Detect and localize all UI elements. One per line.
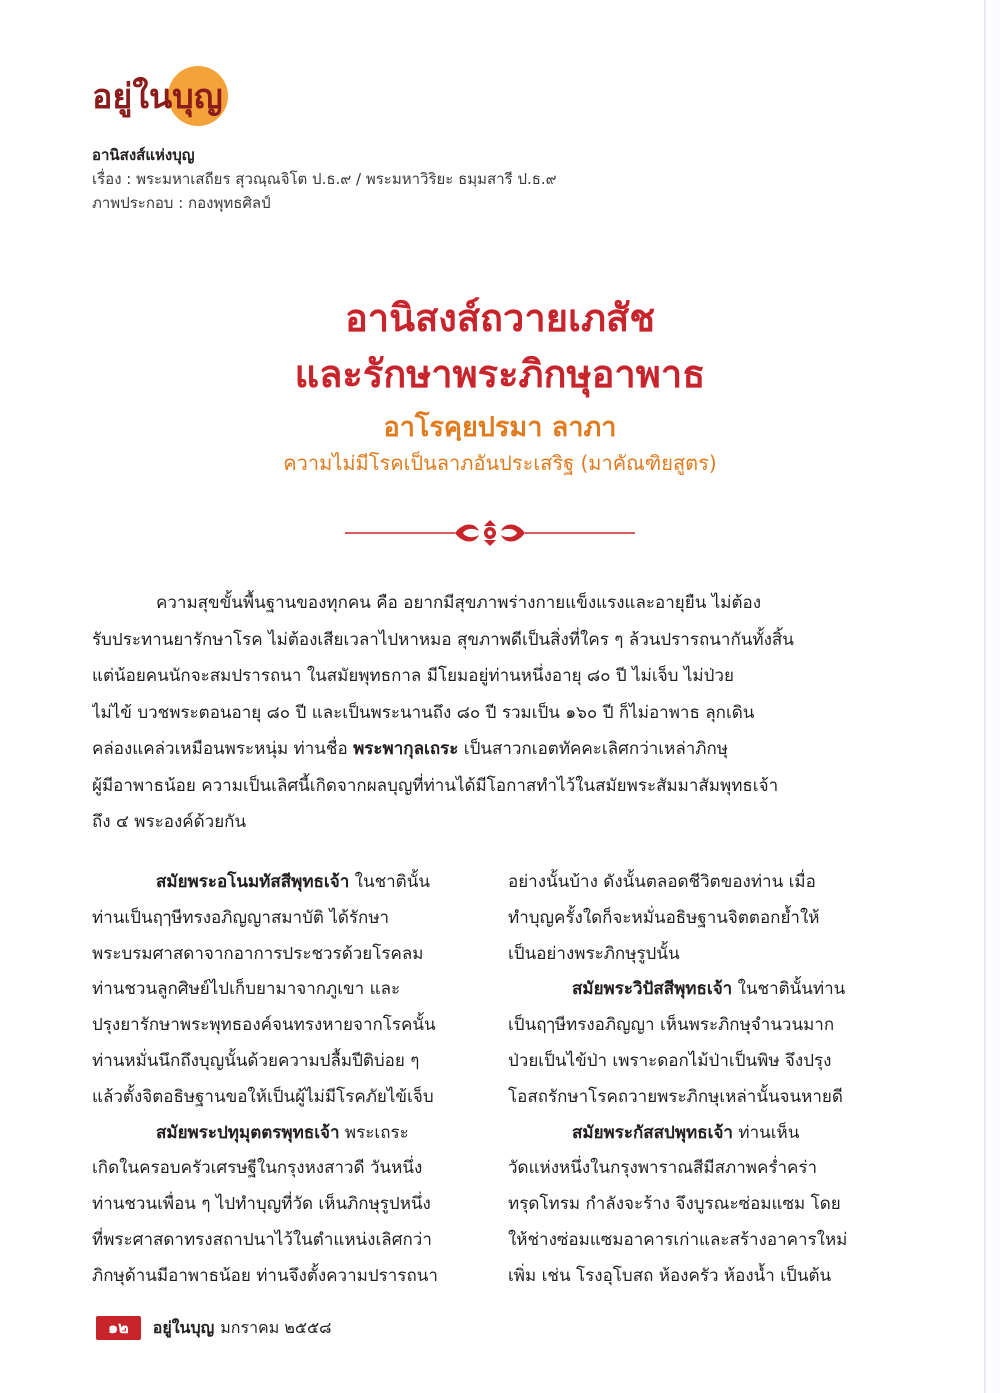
- body-line: ทรุดโทรม กำลังจะร้าง จึงบูรณะซ่อมแซม โดย: [508, 1194, 841, 1215]
- intro-line: ไม่ไข้ บวชพระตอนอายุ ๘๐ ปี และเป็นพระนานถึง ๘๐ ปี รวมเป็น ๑๖๐ ปี ก็ไม่อาพาธ ลุกเดิน: [92, 702, 755, 723]
- era-heading: สมัยพระอโนมทัสสีพุทธเจ้า: [156, 872, 350, 892]
- body-line: ที่พระศาสดาทรงสถาปนาไว้ในตำแหน่งเลิศกว่า: [92, 1229, 432, 1250]
- body-line: โอสถรักษาโรคถวายพระภิกษุเหล่านั้นจนหายดี: [508, 1086, 843, 1107]
- body-text: ในชาตินั้นท่าน: [732, 979, 846, 1000]
- intro-line: ถึง ๔ พระองค์ด้วยกัน: [92, 812, 247, 832]
- body-text: ท่านเห็น: [732, 1122, 800, 1143]
- subtitle-translation: ความไม่มีโรคเป็นลาภอันประเสริฐ (มาคัณฑิยสูตร): [283, 451, 717, 475]
- era-heading: สมัยพระวิปัสสีพุทธเจ้า: [572, 979, 733, 1000]
- page-number: ๑๒: [96, 1316, 141, 1340]
- body-line: ป่วยเป็นไข้ป่า เพราะดอกไม้ป่าเป็นพิษ จึงปรุง: [508, 1050, 832, 1071]
- body-line: ท่านชวนเพื่อน ๆ ไปทำบุญที่วัด เห็นภิกษุรูปหนึ่ง: [92, 1194, 431, 1215]
- page-edge-rule: [984, 0, 986, 1393]
- era-heading: สมัยพระกัสสปพุทธเจ้า: [572, 1122, 733, 1143]
- body-line: แล้วตั้งจิตอธิษฐานขอให้เป็นผู้ไม่มีโรคภัยไข้เจ็บ: [92, 1086, 434, 1107]
- article-title-line-1: อานิสงส์ถวายเภสัช: [344, 296, 656, 340]
- body-line: ท่านชวนลูกศิษย์ไปเก็บยามาจากภูเขา และ: [92, 979, 401, 1000]
- body-line: เกิดในครอบครัวเศรษฐีในกรุงหงสาวดี วันหนึ่ง: [92, 1158, 423, 1179]
- body-line: พระบรมศาสดาจากอาการประชวรด้วยโรคลม: [92, 943, 424, 964]
- body-text: ในชาตินั้น: [349, 872, 430, 892]
- intro-line: ความสุขขั้นพื้นฐานของทุกคน คือ อยากมีสุขภาพร่างกายแข็งแรงและอายุยืน ไม่ต้อง: [156, 593, 762, 613]
- intro-text: เป็นสาวกเอตทัคคะเลิศกว่าเหล่าภิกษุ: [458, 739, 728, 759]
- page-edge: [992, 0, 1000, 1393]
- body-line: เป็นอย่างพระภิกษุรูปนั้น: [508, 943, 680, 964]
- ornament-divider-icon: [345, 518, 635, 548]
- intro-line: ผู้มีอาพาธน้อย ความเป็นเลิศนี้เกิดจากผลบุญที่ท่านได้มีโอกาสทำไว้ในสมัยพระสัมมาสัมพุทธเจ้า: [92, 775, 779, 796]
- body-line: ทำบุญครั้งใดก็จะหมั่นอธิษฐานจิตตอกย้ำให้: [508, 907, 820, 928]
- body-line: ภิกษุด้านมีอาพาธน้อย ท่านจึงตั้งความปรารถนา: [92, 1265, 438, 1286]
- article-title-line-2: และรักษาพระภิกษุอาพาธ: [294, 352, 706, 396]
- body-line: [92, 1116, 472, 1152]
- body-line: [92, 865, 472, 901]
- intro-line: [92, 731, 882, 768]
- section-title: อานิสงส์แห่งบุญ: [92, 146, 195, 164]
- body-line: [508, 972, 883, 1008]
- left-column: [92, 865, 472, 1295]
- era-heading: สมัยพระปทุมุตตรพุทธเจ้า: [156, 1122, 340, 1143]
- issue-date: มกราคม ๒๕๕๘: [220, 1317, 332, 1337]
- illustration-credit: ภาพประกอบ : กองพุทธศิลป์: [92, 194, 271, 212]
- logo-text: อยู่ในบุญ: [92, 77, 223, 117]
- title-block: [0, 290, 1000, 478]
- pali-subtitle: อาโรคฺยปรมา ลาภา: [383, 412, 617, 443]
- body-line: [508, 1116, 883, 1152]
- page-footer: [96, 1315, 332, 1341]
- article-header: [92, 143, 557, 215]
- body-line: ปรุงยารักษาพระพุทธองค์จนทรงหายจากโรคนั้น: [92, 1015, 436, 1036]
- body-line: วัดแห่งหนึ่งในกรุงพาราณสีมีสภาพคร่ำคร่า: [508, 1158, 818, 1179]
- body-line: อย่างนั้นบ้าง ดังนั้นตลอดชีวิตของท่าน เมื่อ: [508, 872, 816, 892]
- intro-text: คล่องแคล่วเหมือนพระหนุ่ม ท่านชื่อ: [92, 739, 354, 759]
- magazine-name: อยู่ในบุญ: [152, 1317, 215, 1337]
- body-line: ท่านหมั่นนึกถึงบุญนั้นด้วยความปลื้มปีติบ่อย ๆ: [92, 1050, 420, 1071]
- magazine-logo: [86, 58, 236, 138]
- author-line: เรื่อง : พระมหาเสถียร สุวณฺณจิโต ป.ธ.๙ / พระมหาวิริยะ ธมฺมสารี ป.ธ.๙: [92, 170, 557, 188]
- body-line: เพิ่ม เช่น โรงอุโบสถ ห้องครัว ห้องน้ำ เป็นต้น: [508, 1265, 832, 1286]
- body-text: พระเถระ: [339, 1122, 409, 1143]
- elder-name: พระพากุลเถระ: [353, 739, 459, 759]
- right-column: [508, 865, 883, 1295]
- body-line: ท่านเป็นฤๅษีทรงอภิญญาสมาบัติ ได้รักษา: [92, 907, 390, 928]
- intro-line: แต่น้อยคนนักจะสมปรารถนา ในสมัยพุทธกาล มีโยมอยู่ท่านหนึ่งอายุ ๘๐ ปี ไม่เจ็บ ไม่ป่วย: [92, 666, 734, 686]
- intro-line: รับประทานยารักษาโรค ไม่ต้องเสียเวลาไปหาหมอ สุขภาพดีเป็นสิ่งที่ใคร ๆ ล้วนปรารถนากันทั้งสิ้น: [92, 629, 794, 650]
- body-line: เป็นฤๅษีทรงอภิญญา เห็นพระภิกษุจำนวนมาก: [508, 1015, 835, 1036]
- intro-paragraph: [92, 585, 882, 841]
- body-line: ให้ช่างซ่อมแซมอาคารเก่าและสร้างอาคารใหม่: [508, 1229, 848, 1250]
